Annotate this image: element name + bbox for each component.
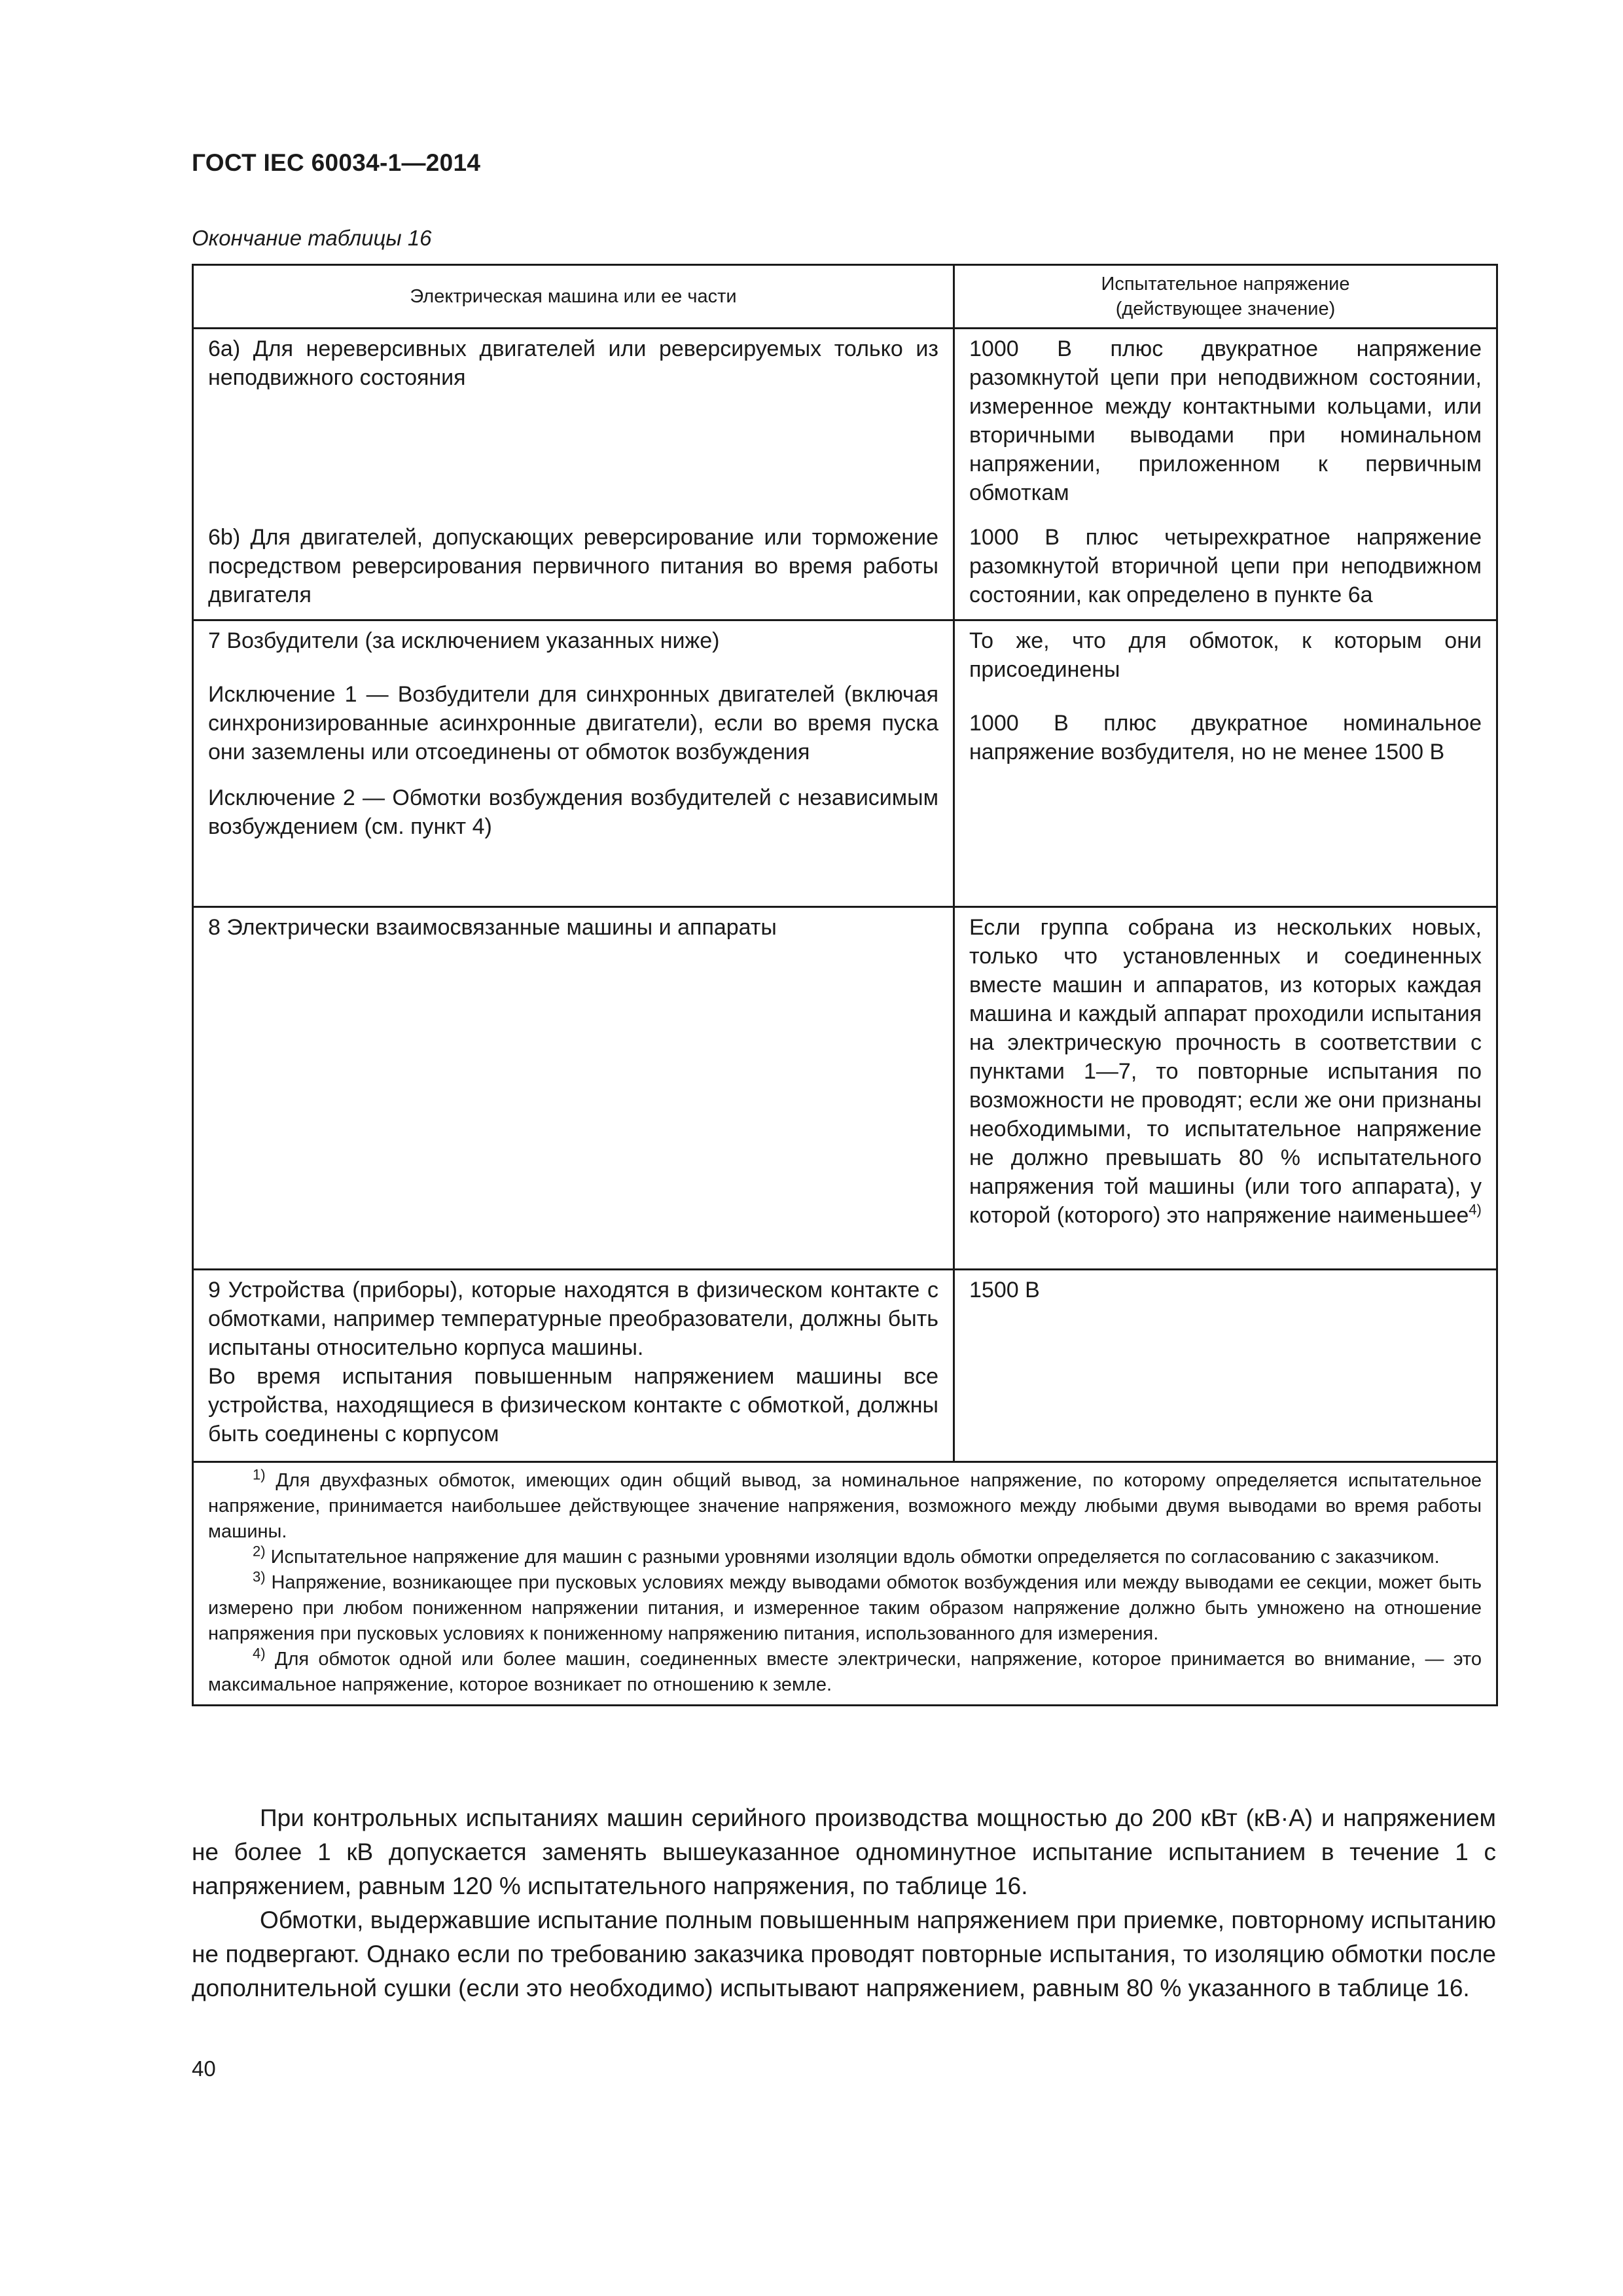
column-header-voltage-line2: (действующее значение) (1115, 298, 1336, 319)
cell-machine (193, 907, 954, 1270)
table-row-6 (193, 329, 1497, 620)
row-9-text: 9 Устройства (приборы), которые находятся в физическом контакте с обмотками, например температурные преобразователи, должны быть испытаны относительно корпуса машины. (208, 1278, 938, 1360)
footnote-mark: 2) (253, 1543, 266, 1560)
body-paragraph-1 (192, 1801, 1496, 1903)
cell-machine (193, 620, 954, 907)
footnote (208, 1647, 1482, 1698)
row-7-exception-1-voltage: 1000 В плюс двукратное номинальное напряжение возбудителя, но не менее 1500 В (969, 711, 1482, 764)
footnote (208, 1468, 1482, 1545)
footnote-mark: 4) (253, 1645, 266, 1662)
table-row-9 (193, 1270, 1497, 1462)
row-6a-voltage: 1000 В плюс двукратное напряжение разомкнутой цепи при неподвижном состоянии, измеренное между контактными кольцами, или вторичными выводами при номинальном напряжении, приложенном к первичным обмоткам (969, 336, 1482, 505)
cell-machine (193, 329, 954, 620)
cell-voltage (954, 907, 1497, 1270)
row-8-voltage (969, 913, 1482, 1230)
table-row-7 (193, 620, 1497, 907)
row-6b-voltage: 1000 В плюс четырехкратное напряжение разомкнутой вторичной цепи при неподвижном состоянии, как определено в пункте 6а (969, 525, 1482, 607)
footnote-text: Для двухфазных обмоток, имеющих один общий вывод, за номинальное напряжение, по которому определяется испытательное напряжение, принимается наибольшее действующее значение напряжения, возможного между любыми двумя выводами во время работы машины. (208, 1470, 1482, 1542)
row-7-exception-1: Исключение 1 — Возбудители для синхронных двигателей (включая синхронизированные асинхронные двигатели), если во время пуска они заземлены или отсоединены от обмоток возбуждения (208, 682, 938, 764)
table-caption: Окончание таблицы 16 (192, 226, 432, 250)
table-header-row (193, 265, 1497, 329)
row-7-text: 7 Возбудители (за исключением указанных ниже) (208, 628, 720, 653)
table-row-8 (193, 907, 1497, 1270)
row-7-voltage: То же, что для обмоток, к которым они присоединены (969, 628, 1482, 682)
document-code: ГОСТ IEC 60034-1—2014 (192, 149, 481, 176)
cell-voltage (954, 620, 1497, 907)
footnote-text: Испытательное напряжение для машин с разными уровнями изоляции вдоль обмотки определяется по согласованию с заказчиком. (270, 1547, 1440, 1568)
row-9-voltage: 1500 В (969, 1278, 1040, 1302)
footnote (208, 1545, 1482, 1570)
row-8-voltage-text: Если группа собрана из нескольких новых, только что установленных и соединенных вместе машин и аппаратов, из которых каждая машина и каждый аппарат проходили испытания на электрическую прочность в соответствии с пунктами 1—7, то повторные испытания по возможности не проводят; если же они признаны необходимыми, то испытательное напряжение не должно превышать 80 % испытательного напряжения той машины (или того аппарата), у которой (которого) это напряжение наименьшее (969, 915, 1482, 1228)
cell-voltage (954, 329, 1497, 620)
row-9-text-2: Во время испытания повышенным напряжением машины все устройства, находящиеся в физическом контакте с обмоткой, должны быть соединены с корпусом (208, 1364, 938, 1446)
row-8-text: 8 Электрически взаимосвязанные машины и аппараты (208, 915, 777, 940)
row-6b-text: 6b) Для двигателей, допускающих реверсирование или торможение посредством реверсирования первичного питания во время работы двигателя (208, 525, 938, 607)
table-footnotes (193, 1462, 1497, 1706)
body-paragraph-1-text: При контрольных испытаниях машин серийного производства мощностью до 200 кВт (кВ·А) и напряжением не более 1 кВ допускается заменять вышеуказанное одноминутное испытание испытанием в течение 1 с напряжением, равным 120 % испытательного напряжения, по таблице 16. (192, 1804, 1496, 1899)
test-voltage-table (192, 264, 1498, 1706)
row-7-exception-2: Исключение 2 — Обмотки возбуждения возбудителей с независимым возбуждением (см. пункт 4) (208, 785, 938, 839)
column-header-voltage-line1: Испытательное напряжение (1101, 274, 1350, 295)
body-paragraph-2 (192, 1903, 1496, 2005)
footnote-ref: 4) (1469, 1201, 1482, 1218)
footnote (208, 1570, 1482, 1647)
page-number: 40 (192, 2056, 216, 2081)
cell-voltage (954, 1270, 1497, 1462)
footnote-mark: 1) (253, 1466, 266, 1483)
footnote-text: Для обмоток одной или более машин, соединенных вместе электрически, напряжение, которое принимается во внимание, — это максимальное напряжение, которое возникает по отношению к земле. (208, 1649, 1482, 1695)
cell-machine (193, 1270, 954, 1462)
footnote-text: Напряжение, возникающее при пусковых условиях между выводами обмоток возбуждения или между выводами ее секции, может быть измерено при любом пониженном напряжении питания, и измеренное таким образом напряжение должно быть умножено на отношение напряжения при пусковых условиях к пониженному напряжению питания, использованного для измерения. (208, 1572, 1482, 1644)
row-6a-text: 6а) Для нереверсивных двигателей или реверсируемых только из неподвижного состояния (208, 336, 938, 390)
body-paragraph-2-text: Обмотки, выдержавшие испытание полным повышенным напряжением при приемке, повторному испытанию не подвергают. Однако если по требованию заказчика проводят повторные испытания, то изоляцию обмотки после дополнительной сушки (если это необходимо) испытывают напряжением, равным 80 % указанного в таблице 16. (192, 1907, 1496, 2001)
column-header-voltage (954, 265, 1497, 329)
footnote-mark: 3) (253, 1568, 266, 1585)
table-footnotes-row (193, 1462, 1497, 1706)
column-header-machine: Электрическая машина или ее части (193, 265, 954, 329)
